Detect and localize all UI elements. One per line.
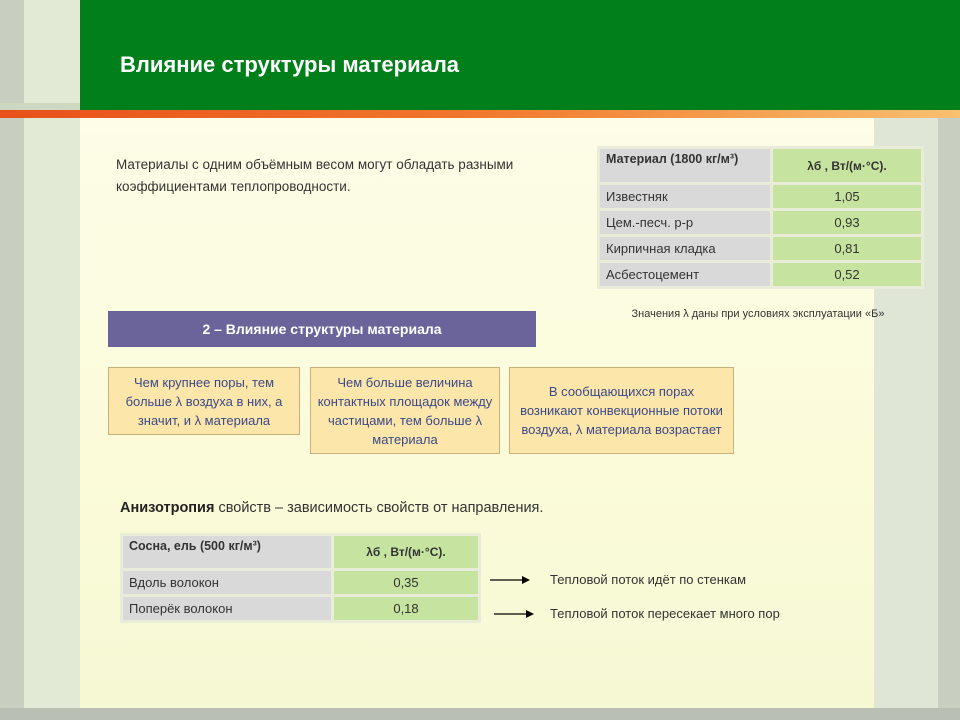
direction-cell: Поперёк волокон <box>123 597 331 620</box>
value-cell: 1,05 <box>773 185 921 208</box>
structure-box-pores: Чем крупнее поры, тем больше λ воздуха в них, а значит, и λ материала <box>108 367 300 435</box>
table-row <box>123 571 478 594</box>
table-row <box>123 597 478 620</box>
material-cell: Известняк <box>600 185 770 208</box>
material-conductivity-table <box>597 146 924 289</box>
intro-text: Материалы с одним объёмным весом могут обладать разными коэффициентами теплопроводности. <box>116 157 514 194</box>
value-cell: 0,81 <box>773 237 921 260</box>
anisotropy-definition <box>120 500 543 516</box>
arrow-right-icon <box>494 607 534 621</box>
accent-bar <box>0 110 960 118</box>
slide-title: Влияние структуры материала <box>120 52 460 77</box>
table-note: Значения λ даны при условиях эксплуатации «Б» <box>631 308 885 320</box>
header-lambda: λб , Вт/(м·°С). <box>334 536 478 568</box>
bottom-bar <box>0 708 960 720</box>
table-row <box>600 263 921 286</box>
flow-text-along: Тепловой поток идёт по стенкам <box>550 572 747 587</box>
value-cell: 0,93 <box>773 211 921 234</box>
value-cell: 0,18 <box>334 597 478 620</box>
direction-cell: Вдоль волокон <box>123 571 331 594</box>
section-label: 2 – Влияние структуры материала <box>108 311 536 347</box>
structure-box-contacts: Чем больше величина контактных площадок между частицами, тем больше λ материала <box>310 367 500 454</box>
structure-box-convection: В сообщающихся порах возникают конвекционные потоки воздуха, λ материала возрастает <box>509 367 734 454</box>
table-row <box>600 237 921 260</box>
material-cell: Кирпичная кладка <box>600 237 770 260</box>
header-material: Материал (1800 кг/м³) <box>600 149 770 182</box>
value-cell: 0,35 <box>334 571 478 594</box>
table-header-row <box>600 149 921 182</box>
header-material: Сосна, ель (500 кг/м³) <box>123 536 331 568</box>
material-cell: Цем.-песч. р-р <box>600 211 770 234</box>
material-cell: Асбестоцемент <box>600 263 770 286</box>
anisotropy-text: свойств – зависимость свойств от направления. <box>214 500 544 516</box>
table-row <box>600 211 921 234</box>
arrow-right-icon <box>490 573 530 587</box>
flow-text-across: Тепловой поток пересекает много пор <box>550 606 780 621</box>
wood-conductivity-table <box>120 533 481 623</box>
value-cell: 0,52 <box>773 263 921 286</box>
anisotropy-term: Анизотропия <box>120 500 215 516</box>
header-lambda: λб , Вт/(м·°С). <box>773 149 921 182</box>
table-row <box>600 185 921 208</box>
table-header-row <box>123 536 478 568</box>
